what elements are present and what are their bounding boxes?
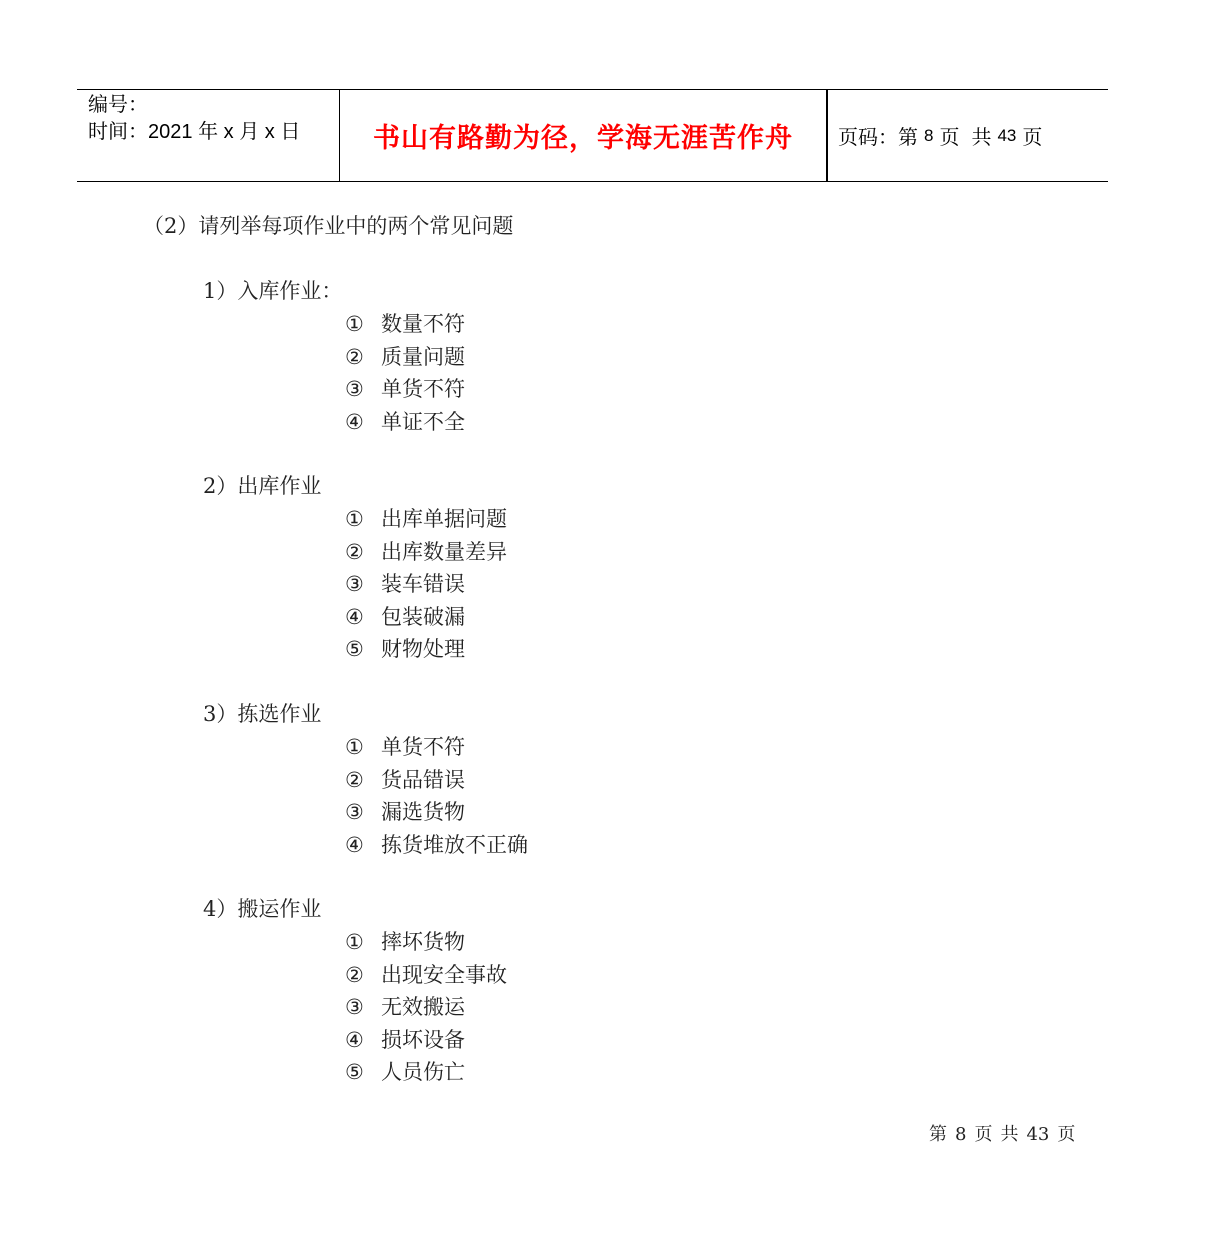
list-item-text: 财物处理: [381, 637, 465, 661]
footer-ye1: 页: [974, 1124, 993, 1145]
list-item: [345, 635, 465, 663]
header-time-day: 日: [280, 121, 301, 143]
list-item-text: 拣货堆放不正确: [381, 833, 528, 857]
list-item-marker: ②: [345, 963, 364, 987]
list-item: [345, 798, 465, 826]
header-motto: 书山有路勤为径，学海无涯苦作舟: [340, 90, 827, 181]
header-time-x1: x: [223, 121, 234, 143]
list-item-marker: ④: [345, 605, 364, 629]
list-item-marker: ①: [345, 507, 364, 531]
list-item-text: 货品错误: [381, 768, 465, 792]
list-item-text: 单货不符: [381, 735, 465, 759]
list-item-text: 质量问题: [381, 345, 465, 369]
list-item-marker: ⑤: [345, 637, 364, 661]
header-page-total: 43: [997, 125, 1017, 145]
header-time-year: 年: [198, 121, 219, 143]
header-number-label: 编号：: [88, 94, 148, 116]
list-item-text: 包装破漏: [381, 605, 465, 629]
header-page-label: 页码：第: [838, 127, 918, 149]
footer-di: 第: [929, 1124, 947, 1145]
list-item-marker: ④: [345, 833, 364, 857]
header-page-total-label: 共: [971, 127, 992, 149]
header-page-unit1: 页: [939, 127, 960, 149]
section-title: 2）出库作业: [203, 474, 322, 498]
list-item-text: 人员伤亡: [381, 1060, 465, 1084]
page-footer: [929, 1123, 1083, 1147]
list-item: [345, 603, 465, 631]
header-page-unit2: 页: [1022, 127, 1043, 149]
footer-total: 43: [1026, 1124, 1050, 1145]
header-page-current: 8: [924, 125, 934, 145]
list-item: [345, 928, 465, 956]
header-time-line: [88, 119, 339, 146]
list-item: [345, 375, 465, 403]
list-item: [345, 961, 507, 989]
list-item-marker: ⑤: [345, 1060, 364, 1084]
list-item-text: 无效搬运: [381, 995, 465, 1019]
list-item-marker: ②: [345, 768, 364, 792]
list-item-text: 出现安全事故: [381, 963, 507, 987]
section-title: 3）拣选作业: [203, 702, 322, 726]
list-item: [345, 538, 507, 566]
header-time-month: 月: [239, 121, 260, 143]
list-item: [345, 310, 465, 338]
list-item: [345, 1026, 465, 1054]
question-heading: （2）请列举每项作业中的两个常见问题: [143, 214, 514, 238]
list-item: [345, 733, 465, 761]
section-title: 4）搬运作业: [203, 897, 322, 921]
list-item: [345, 343, 465, 371]
footer-gong: 共: [1000, 1124, 1019, 1145]
list-item-marker: ④: [345, 1028, 364, 1052]
list-item: [345, 570, 465, 598]
list-item: [345, 831, 528, 859]
list-item: [345, 766, 465, 794]
list-item-marker: ③: [345, 995, 364, 1019]
list-item-marker: ③: [345, 572, 364, 596]
list-item-text: 出库单据问题: [381, 507, 507, 531]
list-item-marker: ③: [345, 377, 364, 401]
header-page-info: [827, 90, 1108, 181]
list-item-text: 单货不符: [381, 377, 465, 401]
list-item-text: 装车错误: [381, 572, 465, 596]
list-item-text: 数量不符: [381, 312, 465, 336]
list-item-marker: ③: [345, 800, 364, 824]
list-item-text: 损坏设备: [381, 1028, 465, 1052]
list-item: [345, 993, 465, 1021]
list-item-marker: ①: [345, 735, 364, 759]
list-item-marker: ②: [345, 345, 364, 369]
header-time-x2: x: [264, 121, 275, 143]
list-item-text: 出库数量差异: [381, 540, 507, 564]
page-header: [77, 89, 1108, 182]
list-item-text: 漏选货物: [381, 800, 465, 824]
section-title: 1）入库作业：: [203, 279, 343, 303]
footer-current: 8: [955, 1124, 967, 1145]
footer-ye2: 页: [1057, 1124, 1076, 1145]
list-item-marker: ④: [345, 410, 364, 434]
list-item: [345, 408, 465, 436]
list-item: [345, 505, 507, 533]
list-item-marker: ①: [345, 312, 364, 336]
header-meta-cell: [77, 90, 340, 181]
header-time-prefix: 时间：2021: [88, 121, 193, 143]
list-item: [345, 1058, 465, 1086]
list-item-text: 摔坏货物: [381, 930, 465, 954]
list-item-text: 单证不全: [381, 410, 465, 434]
list-item-marker: ②: [345, 540, 364, 564]
list-item-marker: ①: [345, 930, 364, 954]
